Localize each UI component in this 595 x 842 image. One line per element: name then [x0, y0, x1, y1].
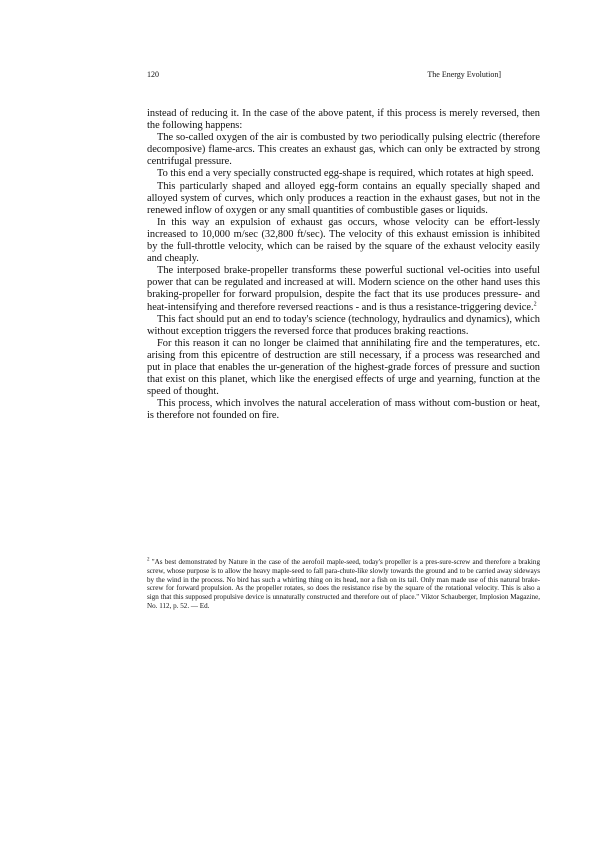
footnote-reference: 2 [533, 301, 537, 308]
paragraph: For this reason it can no longer be claimed that annihilating fire and the temperatures, etc. arising from this epicentre of destruction are still necessary, if a process was researched and put in place that enables the ur-generation of the highest-grade forces of pressure and suction that exist on this planet, which like the energised effects of urge and yearning, function at the speed of thought. [147, 337, 540, 398]
page-header [147, 70, 501, 80]
paragraph: This fact should put an end to today's science (technology, hydraulics and dynamics), which without exception triggers the reversed force that produces braking reactions. [147, 313, 540, 337]
footnote-number: 2 [147, 557, 150, 563]
footnote [147, 558, 540, 611]
paragraph: This process, which involves the natural acceleration of mass without com-bustion or heat, is therefore not founded on fire. [147, 398, 540, 422]
page-number: 120 [147, 70, 159, 79]
footnote-text: "As best demonstrated by Nature in the case of the aerofoil maple-seed, today's propeller is a pres-sure-screw and therefore a braking screw, whose purpose is to allow the heavy maple-seed to fall para-chute-like slowly towards the ground and to be carried away sideways by the wind in the process. No bird has such a whirling thing on its head, nor a fish on its tail. Only man made use of this natural brake-screw for forward propulsion. As the propeller rotates, so does the resistance rise by the square of the rotational velocity. This is also a sign that this supposed propulsive device is unnaturally constructed and therefore out of place." Viktor Schauberger, Implosion Magazine, No. 112, p. 52. — Ed. [147, 558, 540, 610]
body-text [147, 108, 540, 422]
paragraph: In this way an expulsion of exhaust gas occurs, whose velocity can be effort-lessly increased to 10,000 m/sec (32,800 ft/sec). The velocity of this exhaust emission is inhibited by the full-throttle velocity, which can be raised by the square of the exhaust velocity easily and cheaply. [147, 216, 540, 265]
running-title: The Energy Evolution] [427, 70, 501, 79]
paragraph: The so-called oxygen of the air is combusted by two periodically pulsing electric (therefore decomposive) flame-arcs. This creates an exhaust gas, which can only be extracted by strong centrifugal pressure. [147, 132, 540, 168]
paragraph: This particularly shaped and alloyed egg-form contains an equally specially shaped and alloyed system of curves, which only produces a reaction in the exhaust gases, but not in the renewed inflow of oxygen or any small quantities of combustible gases or liquids. [147, 180, 540, 216]
paragraph: The interposed brake-propeller transforms these powerful suctional vel-ocities into useful power that can be regulated and increased at will. Modern science on the other hand uses this braking-propeller for forward propulsion, despite the fact that its use produces pressure- and heat-intensifying and therefore reversed reactions - and is thus a resistance-triggering device.$^2$ [147, 265, 540, 313]
paragraph: To this end a very specially constructed egg-shape is required, which rotates at high speed. [157, 168, 534, 180]
paragraph: instead of reducing it. In the case of the above patent, if this process is merely reversed, then the following happens: [147, 108, 540, 132]
